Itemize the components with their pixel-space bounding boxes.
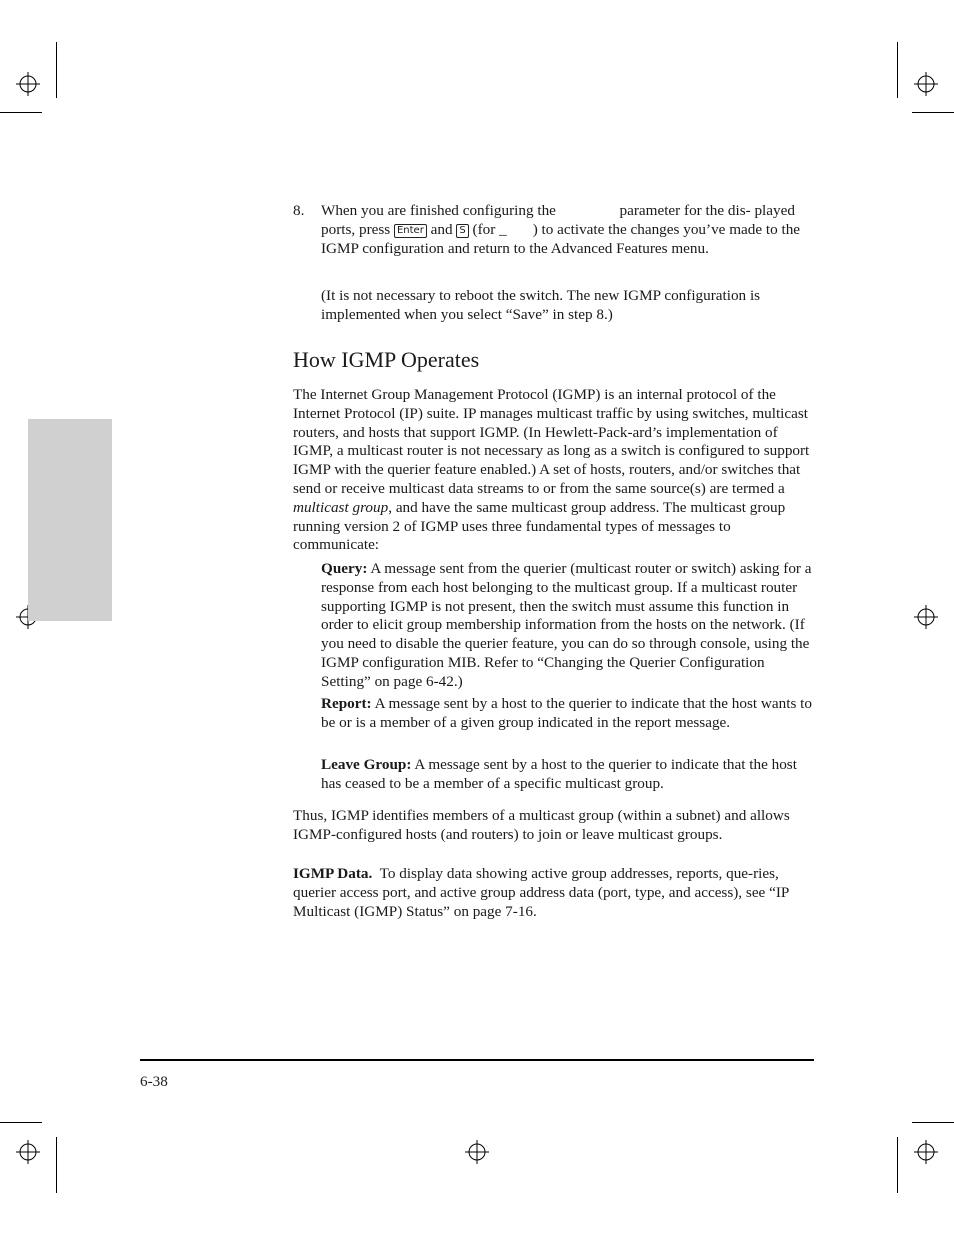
- igmp-data-text: To display data showing active group addresses, reports, que-ries, querier access port, and active group address data (port, type, and access), see “IP Multicast (IGMP) Status” on page 7-16.: [293, 865, 789, 920]
- intro-paragraph: [293, 386, 813, 555]
- step-text-1: When you are finished configuring the: [321, 202, 556, 219]
- definition-text: A message sent from the querier (multicast router or switch) asking for a response from each host belonging to the multicast group. If a multicast router supporting IGMP is not present, then the switch must assume this function in order to elicit group membership information from the hosts on the network. (If you need to disable the querier feature, you can do so through console, using the IGMP configuration MIB. Refer to “Changing the Querier Configuration Setting” on page 6-42.): [321, 560, 812, 690]
- igmp-data-label: IGMP Data.: [293, 865, 373, 882]
- definition-leave-group: [321, 756, 813, 794]
- section-heading: How IGMP Operates: [293, 347, 480, 372]
- registration-target-icon: [465, 1140, 489, 1164]
- step-text-2: parameter for the dis-: [619, 202, 751, 219]
- page-number: 6-38: [140, 1073, 168, 1090]
- step-number: 8.: [293, 202, 305, 219]
- intro-italic-term: multicast group: [293, 498, 389, 516]
- registration-target-icon: [16, 1140, 40, 1164]
- step-underscore: _: [499, 220, 507, 238]
- definition-text: A message sent by a host to the querier to indicate that the host wants to be or is a member of a given group indicated in the report message.: [321, 695, 812, 731]
- registration-target-icon: [914, 605, 938, 629]
- registration-target-icon: [914, 72, 938, 96]
- step-text-3: played ports, press: [321, 202, 795, 238]
- crop-mark: [0, 112, 42, 113]
- crop-mark: [0, 1122, 42, 1123]
- footer-rule: [140, 1059, 814, 1061]
- igmp-data-paragraph: [293, 865, 813, 921]
- crop-mark: [912, 112, 954, 113]
- registration-target-icon: [16, 72, 40, 96]
- s-key-icon: S: [456, 224, 468, 238]
- step-text-4: ) to activate the changes you’ve made to the IGMP configuration and return to the Advanced Features menu.: [321, 220, 801, 257]
- registration-target-icon: [914, 1140, 938, 1164]
- definition-term: Query:: [321, 560, 368, 577]
- crop-mark: [912, 1122, 954, 1123]
- crop-mark: [56, 42, 57, 98]
- definition-term: Report:: [321, 695, 372, 712]
- definition-report: [321, 695, 813, 733]
- intro-text: The Internet Group Management Protocol (IGMP) is an internal protocol of the Internet Protocol (IP) suite. IP manages multicast traffic by using switches, multicast routers, and hosts that support IGMP. (In Hewlett-Pack-ard’s implementation of IGMP, a multicast router is not necessary as long as a switch is configured to support IGMP with the querier feature enabled.) A set of hosts, routers, and/or switches that send or receive multicast data streams to or from the same source(s) are termed a: [293, 386, 810, 497]
- step-for: (for: [472, 220, 496, 238]
- definition-query: [321, 560, 813, 692]
- crop-mark: [56, 1137, 57, 1193]
- definition-term: Leave Group:: [321, 756, 412, 773]
- step-and: and: [430, 220, 453, 238]
- crop-mark: [897, 42, 898, 98]
- summary-paragraph: Thus, IGMP identifies members of a multicast group (within a subnet) and allows IGMP-configured hosts (and routers) to join or leave multicast groups.: [293, 807, 790, 843]
- crop-mark: [897, 1137, 898, 1193]
- step-note: (It is not necessary to reboot the switch. The new IGMP configuration is implemented when you select “Save” in step 8.): [321, 287, 761, 323]
- step-text: [321, 202, 813, 258]
- enter-key-icon: Enter: [394, 224, 427, 238]
- intro-text-end: , and have the same multicast group address. The multicast group running version 2 of IGMP uses three fundamental types of messages to communicate:: [293, 498, 786, 554]
- chapter-tab: [28, 419, 112, 621]
- definition-text: A message sent by a host to the querier to indicate that the host has ceased to be a member of a specific multicast group.: [321, 756, 797, 792]
